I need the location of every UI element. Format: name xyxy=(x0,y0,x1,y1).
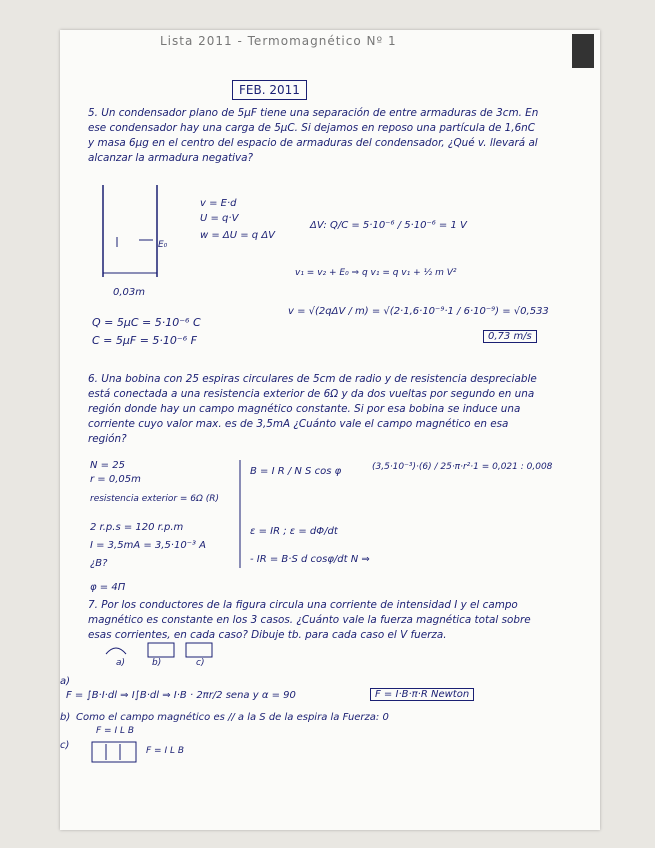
p6-formula-b: B = I R / N S cos φ xyxy=(250,466,342,477)
p5-charge: Q = 5μC = 5·10⁻⁶ C xyxy=(92,316,201,329)
p6-emf: ε = IR ; ε = dΦ/dt xyxy=(250,526,338,537)
p7a-label: a) xyxy=(60,676,71,687)
p5-answer: 0,73 m/s xyxy=(483,330,537,343)
p7c-sketch xyxy=(90,740,140,764)
p5-eq-1: v = E·d xyxy=(200,198,237,209)
p7a-result: F = I·B·π·R Newton xyxy=(370,688,474,701)
p6-divider xyxy=(238,460,242,570)
p6-given-n: N = 25 xyxy=(90,460,125,471)
fig-label-c: c) xyxy=(196,658,205,668)
conductor-figures xyxy=(104,640,224,660)
p6-unknown: ¿B? xyxy=(90,558,108,569)
p6-given-r: r = 0,05m xyxy=(90,474,141,485)
fig-label-a: a) xyxy=(116,658,126,668)
field-label: E₀ xyxy=(158,240,168,250)
p5-capacitance: C = 5μF = 5·10⁻⁶ F xyxy=(92,334,197,347)
p6-derivation: - IR = B·S d cosφ/dt N ⇒ xyxy=(250,554,370,565)
p6-given-rps: 2 r.p.s = 120 r.p.m xyxy=(90,522,184,533)
problem-7-statement: 7. Por los conductores de la figura circula una corriente de intensidad I y el campo magnético es constante en los 3 casos. ¿Cuánto vale la fuerza magnética total sobre esas corrientes, en cada caso? Dibuje tb. para cada caso el V fuerza. xyxy=(88,599,531,641)
date-box: FEB. 2011 xyxy=(232,80,307,100)
p6-given-resistance: resistencia exterior = 6Ω (R) xyxy=(90,494,220,504)
p5-eq-energy: v₁ = v₂ + E₀ ⇒ q v₁ = q v₁ + ½ m V² xyxy=(295,268,457,278)
p7a-equation: F = ∫B·I·dl ⇒ I∫B·dl ⇒ I·B · 2πr/2 sena y α = 90 xyxy=(66,690,296,701)
capacitor-sketch xyxy=(95,185,175,285)
p6-phi: φ = 4Π xyxy=(90,582,126,593)
problem-6-statement: 6. Una bobina con 25 espiras circulares de 5cm de radio y de resistencia despreciable está conectada a una resistencia exterior de 6Ω y da dos vueltas por segundo en una región donde hay un campo magnético constante. Si por esa bobina se induce una corriente cuyo valor max. es de 3,5mA ¿Cuánto vale el campo magnético en esa región? xyxy=(88,373,537,445)
p5-eq-voltage: ΔV: Q/C = 5·10⁻⁶ / 5·10⁻⁶ = 1 V xyxy=(310,220,467,231)
page-header: Lista 2011 - Termomagnético Nº 1 xyxy=(160,34,397,48)
plate-gap: 0,03m xyxy=(113,287,146,298)
p7b-text: Como el campo magnético es // a la S de la espira la Fuerza: 0 xyxy=(76,712,389,723)
p6-calculation: (3,5·10⁻³)·(6) / 25·π·r²·1 = 0,021 : 0,008 xyxy=(372,462,553,472)
p7b-label: b) xyxy=(60,712,71,723)
p7c-top: F = I L B xyxy=(96,726,135,736)
problem-5-statement: 5. Un condensador plano de 5μF tiene una separación de entre armaduras de 3cm. En ese condensador hay una carga de 5μC. Si dejamos en reposo una partícula de 1,6nC y masa 6μg en el centro del espacio de armaduras del condensador, ¿Qué v. llevará al alcanzar la armadura negativa? xyxy=(88,107,539,164)
page-corner-mark xyxy=(572,34,594,68)
p7c-equation: F = I L B xyxy=(146,746,185,756)
fig-label-b: b) xyxy=(152,658,162,668)
p5-eq-3: w = ΔU = q ΔV xyxy=(200,230,276,241)
p5-eq-2: U = q·V xyxy=(200,213,239,224)
p5-eq-speed: v = √(2qΔV / m) = √(2·1,6·10⁻⁹·1 / 6·10⁻⁹) = √0,533 xyxy=(288,306,549,317)
p7c-label: c) xyxy=(60,740,70,751)
p6-given-current: I = 3,5mA = 3,5·10⁻³ A xyxy=(90,540,207,551)
